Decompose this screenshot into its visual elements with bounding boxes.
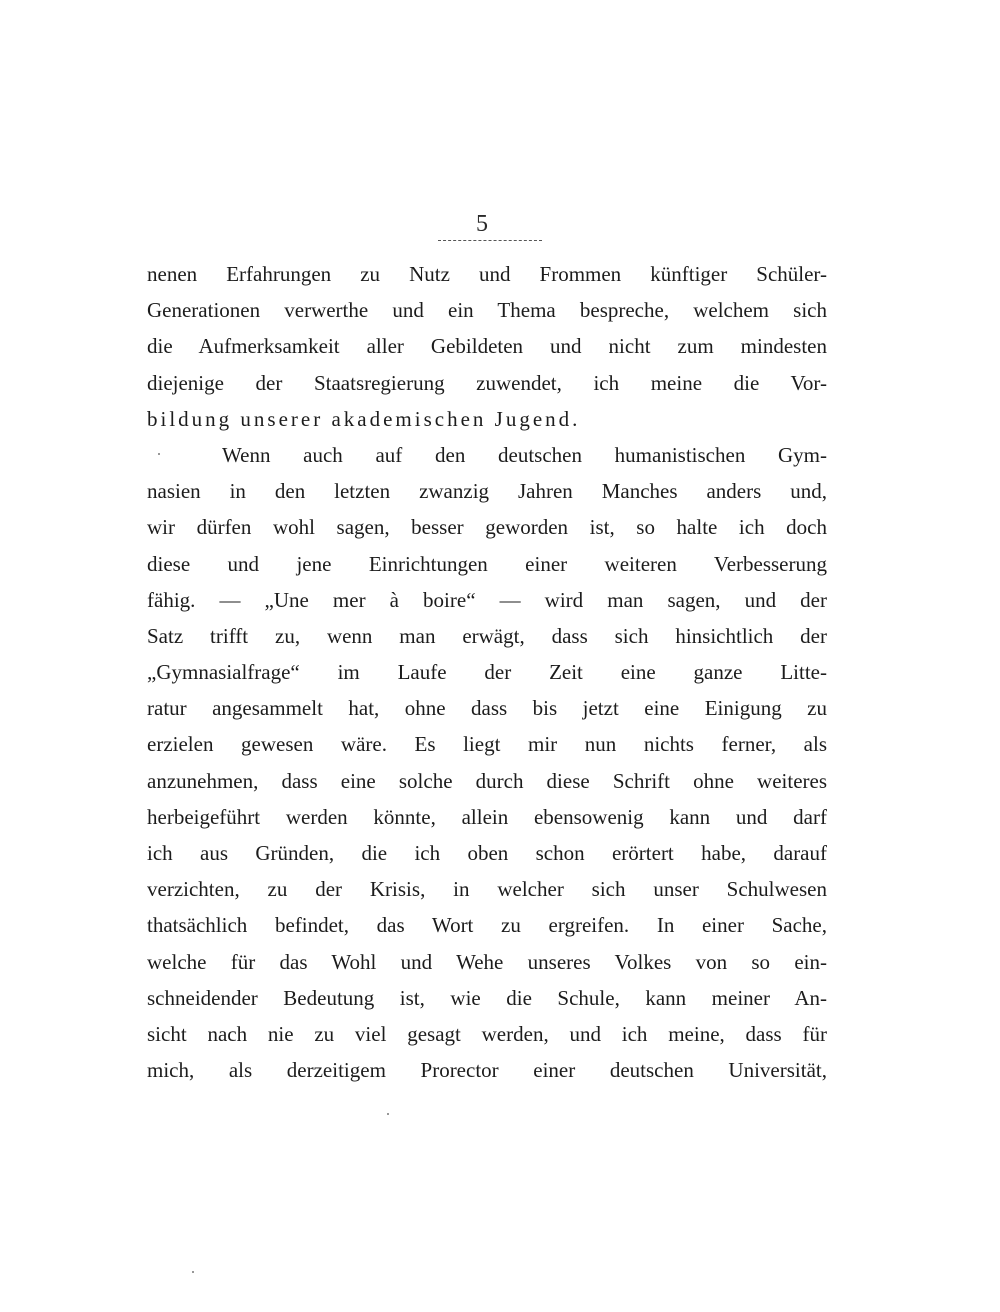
print-speck <box>387 1113 389 1115</box>
text-line: mich, als derzeitigem Prorector einer deutschen Universität, <box>147 1058 827 1083</box>
text-line: anzunehmen, dass eine solche durch diese Schrift ohne weiteres <box>147 768 827 793</box>
page-number: 5 <box>476 211 488 237</box>
text-line: welche für das Wohl und Wehe unseres Volkes von so ein- <box>147 949 827 974</box>
text-line: thatsächlich befindet, das Wort zu ergreifen. In einer Sache, <box>147 913 827 938</box>
text-line: fähig. — „Une mer à boire“ — wird man sagen, und der <box>147 587 827 612</box>
text-line: herbeigeführt werden könnte, allein ebensowenig kann und darf <box>147 804 827 829</box>
text-line: diejenige der Staatsregierung zuwendet, ich meine die Vor- <box>147 370 827 395</box>
text-line: Wenn auch auf den deutschen humanistischen Gym- <box>222 442 827 467</box>
print-speck <box>158 453 160 455</box>
text-line: „Gymnasialfrage“ im Laufe der Zeit eine ganze Litte- <box>147 660 827 685</box>
text-line: ratur angesammelt hat, ohne dass bis jetzt eine Einigung zu <box>147 696 827 721</box>
text-line: sicht nach nie zu viel gesagt werden, und ich meine, dass für <box>147 1021 827 1046</box>
print-speck <box>192 1271 194 1273</box>
text-line: Satz trifft zu, wenn man erwägt, dass sich hinsichtlich der <box>147 623 827 648</box>
text-line: schneidender Bedeutung ist, wie die Schule, kann meiner An- <box>147 985 827 1010</box>
text-line: erzielen gewesen wäre. Es liegt mir nun nichts ferner, als <box>147 732 827 757</box>
text-line: die Aufmerksamkeit aller Gebildeten und nicht zum mindesten <box>147 334 827 359</box>
text-line: Generationen verwerthe und ein Thema bespreche, welchem sich <box>147 298 827 323</box>
text-line: ich aus Gründen, die ich oben schon erörtert habe, darauf <box>147 841 827 865</box>
text-line: nasien in den letzten zwanzig Jahren Manches anders und, <box>147 479 827 504</box>
page-number-rule <box>438 240 542 243</box>
text-line: wir dürfen wohl sagen, besser geworden ist, so halte ich doch <box>147 515 827 540</box>
text-line: diese und jene Einrichtungen einer weiteren Verbesserung <box>147 551 827 576</box>
text-line: nenen Erfahrungen zu Nutz und Frommen künftiger Schüler- <box>147 262 827 286</box>
text-line: bildung unserer akademischen Jugend. <box>147 406 581 431</box>
text-line: verzichten, zu der Krisis, in welcher sich unser Schulwesen <box>147 877 827 902</box>
body-text <box>147 256 827 1088</box>
